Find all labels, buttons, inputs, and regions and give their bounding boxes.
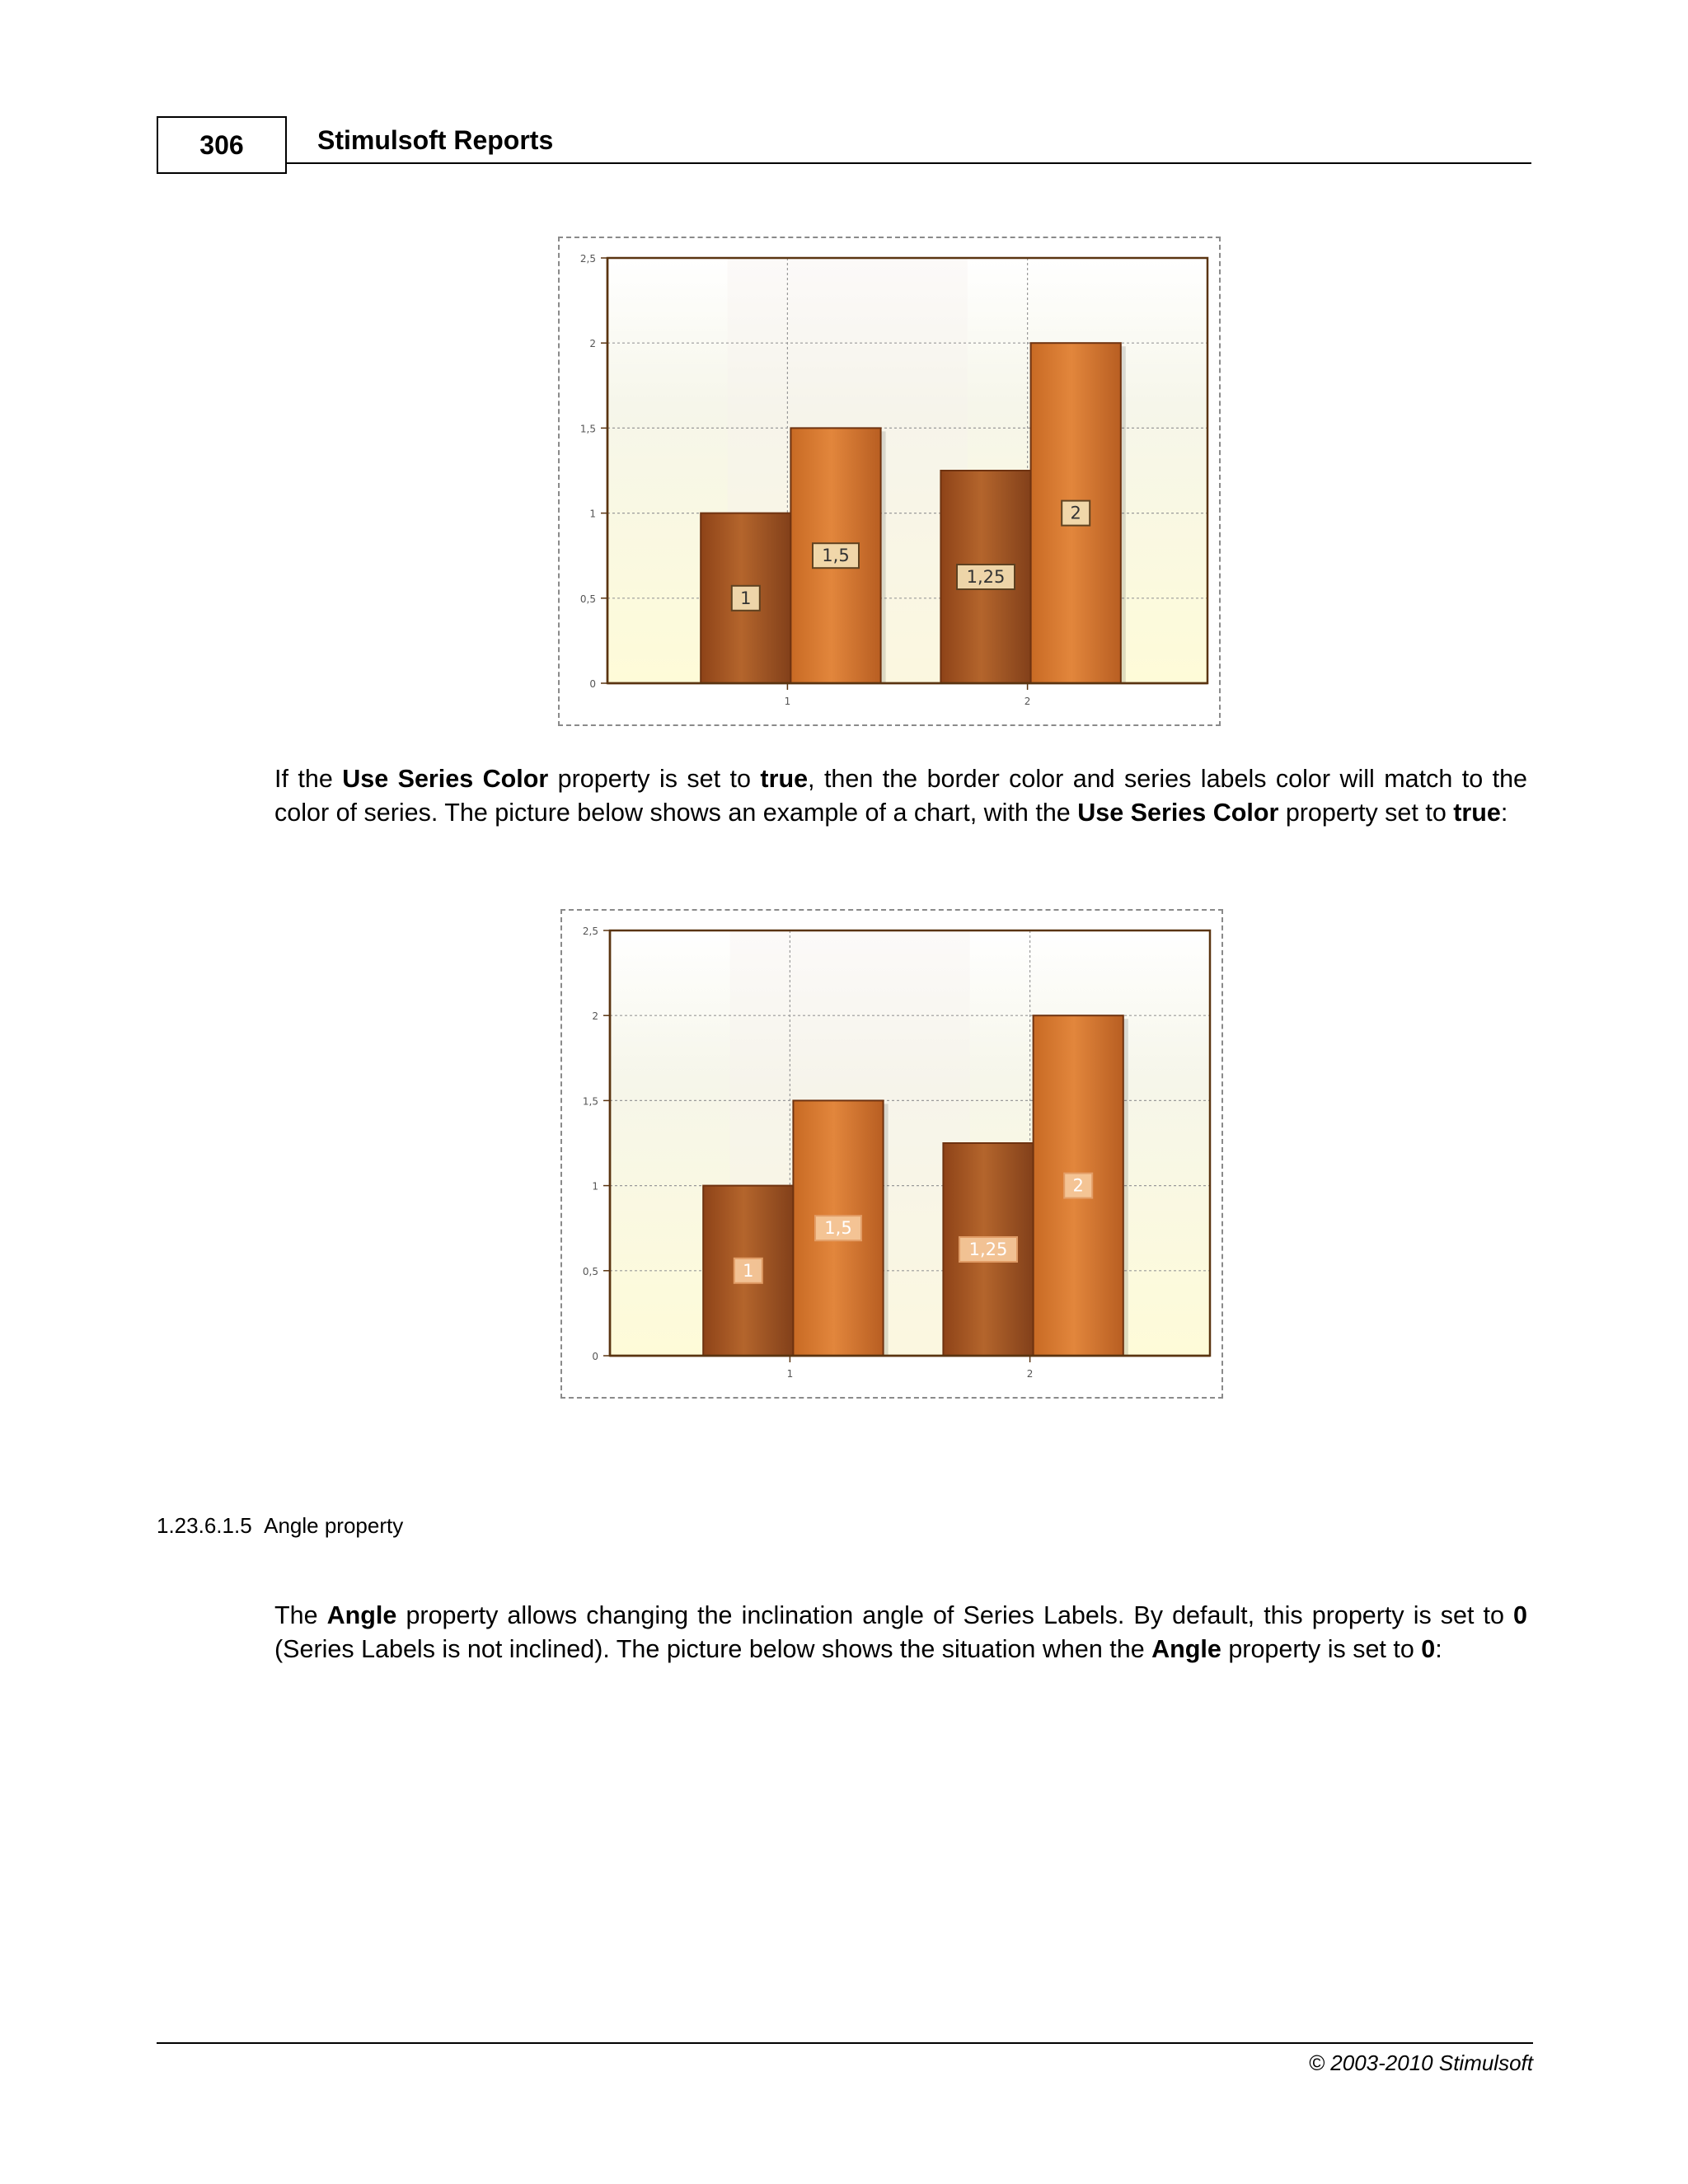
- y-tick-label: 1: [589, 508, 596, 520]
- bold-term: Angle: [1151, 1635, 1221, 1663]
- text: , then the border color and series labels color will match to the color of series. The picture below shows an example of a chart, with the: [274, 765, 1527, 827]
- data-label: 1,5: [824, 1218, 852, 1239]
- footer-copyright: © 2003-2010 Stimulsoft: [1308, 2050, 1533, 2075]
- paragraph-angle-property: [274, 1599, 1527, 1666]
- y-tick-label: 2: [592, 1010, 598, 1023]
- y-tick-label: 1,5: [582, 1095, 598, 1108]
- section-heading: [157, 1513, 403, 1539]
- data-label: 1,25: [966, 567, 1006, 587]
- bold-term: Use Series Color: [342, 765, 549, 793]
- section-number: 1.23.6.1.5: [157, 1513, 252, 1538]
- footer-rule: [157, 2042, 1533, 2044]
- x-tick-label: 2: [1026, 1368, 1034, 1380]
- y-tick-label: 1: [592, 1180, 598, 1193]
- y-tick-label: 0: [589, 678, 596, 690]
- paragraph-use-series-color: [274, 762, 1527, 830]
- bold-term: true: [760, 765, 809, 793]
- text: :: [1435, 1635, 1442, 1663]
- chart-series-colors: [560, 909, 1223, 1399]
- bold-term: Use Series Color: [1077, 799, 1279, 827]
- text: (Series Labels is not inclined). The picture below shows the situation when the: [274, 1635, 1152, 1663]
- y-tick-label: 1,5: [579, 423, 596, 435]
- x-tick-label: 2: [1024, 696, 1031, 707]
- data-label: 1: [743, 1260, 754, 1281]
- chart-default-colors: [558, 237, 1221, 726]
- data-label: 1,5: [822, 546, 850, 566]
- text: property is set to: [548, 765, 761, 793]
- bold-term: Angle: [326, 1601, 397, 1629]
- section-title: Angle property: [264, 1513, 404, 1538]
- y-tick-label: 0,5: [582, 1265, 598, 1277]
- x-tick-label: 1: [786, 1368, 794, 1380]
- y-tick-label: 2: [589, 338, 596, 350]
- bold-term: 0: [1513, 1601, 1528, 1629]
- bar-chart-svg: [562, 911, 1225, 1400]
- text: property is set to: [1221, 1635, 1422, 1663]
- y-tick-label: 2,5: [579, 253, 596, 265]
- text: property set to: [1278, 799, 1454, 827]
- bar-chart-svg: [560, 238, 1222, 728]
- bold-term: true: [1453, 799, 1501, 827]
- text: If the: [274, 765, 343, 793]
- text: The: [274, 1601, 327, 1629]
- data-label: 2: [1072, 1175, 1084, 1196]
- y-tick-label: 2,5: [582, 926, 598, 937]
- y-tick-label: 0: [592, 1351, 598, 1362]
- running-header-title: Stimulsoft Reports: [317, 125, 554, 155]
- x-tick-label: 1: [784, 696, 791, 707]
- data-label: 2: [1070, 503, 1081, 523]
- header-rule: [287, 162, 1531, 164]
- text: :: [1500, 799, 1508, 827]
- page-number: 306: [157, 116, 287, 174]
- data-label: 1,25: [968, 1240, 1008, 1259]
- y-tick-label: 0,5: [579, 593, 596, 605]
- data-label: 1: [740, 588, 752, 608]
- text: property allows changing the inclination angle of Series Labels. By default, this property is set to: [396, 1601, 1514, 1629]
- bold-term: 0: [1421, 1635, 1436, 1663]
